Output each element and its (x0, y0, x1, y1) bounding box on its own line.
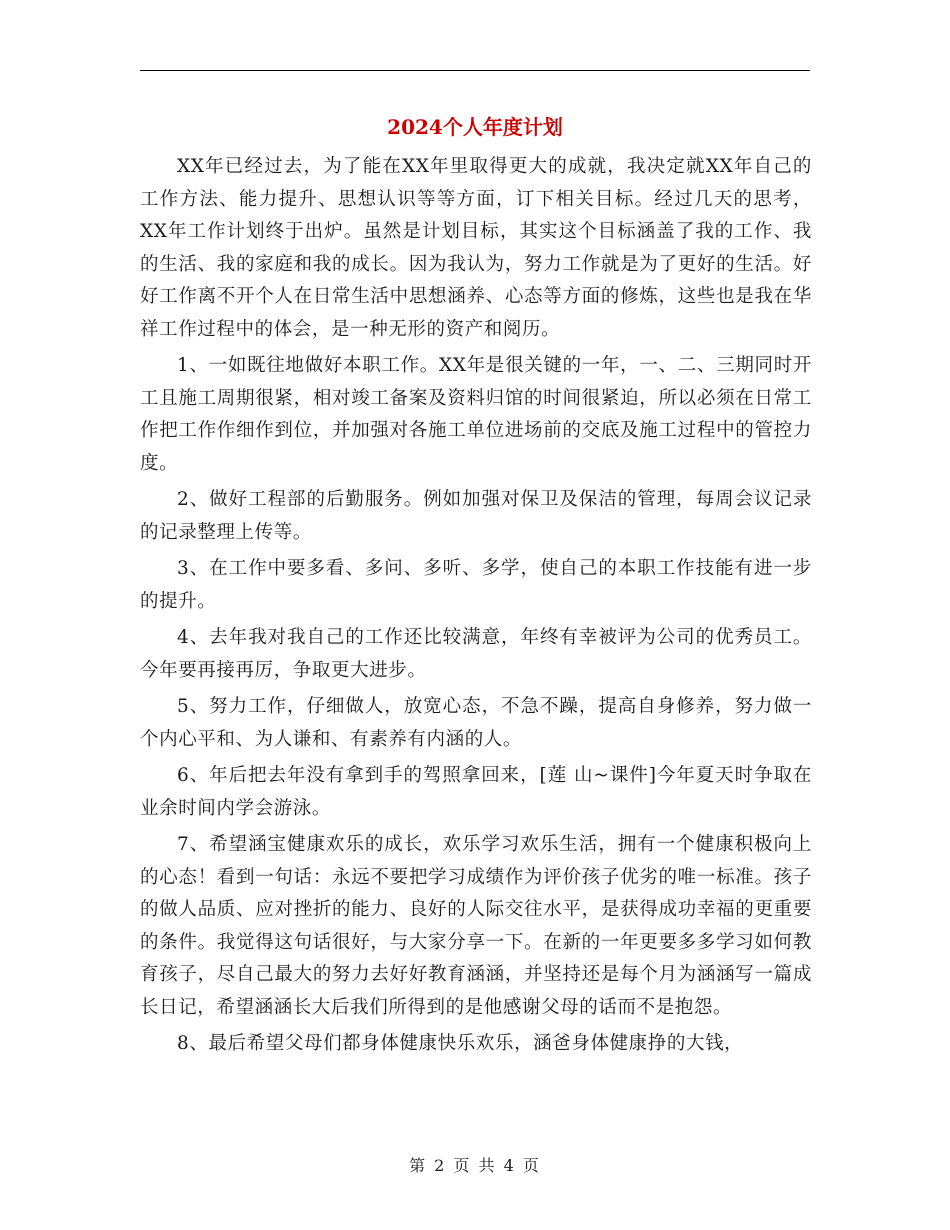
plan-item-4: 4、去年我对我自己的工作还比较满意，年终有幸被评为公司的优秀员工。今年要再接再厉，争取更大进步。 (140, 627, 812, 681)
intro-paragraph: XX年已经过去，为了能在XX年里取得更大的成就，我决定就XX年自己的工作方法、能力提升、思想认识等等方面，订下相关目标。经过几天的思考，XX年工作计划终于出炉。虽然是计划目标，其实这个目标涵盖了我的工作、我的生活、我的家庭和我的成长。因为我认为，努力工作就是为了更好的生活。好好工作离不开个人在日常生活中思想涵养、心态等方面的修炼，这些也是我在华祥工作过程中的体会，是一种无形的资产和阅历。 (140, 156, 812, 340)
plan-item-2: 2、做好工程部的后勤服务。例如加强对保卫及保洁的管理，每周会议记录的记录整理上传等。 (140, 489, 812, 543)
plan-item-3: 3、在工作中要多看、多问、多听、多学，使自己的本职工作技能有进一步的提升。 (140, 558, 812, 612)
document-title: 2024个人年度计划 (387, 115, 563, 139)
plan-item-7: 7、希望涵宝健康欢乐的成长，欢乐学习欢乐生活，拥有一个健康积极向上的心态！看到一句话：永远不要把学习成绩作为评价孩子优劣的唯一标准。孩子的做人品质、应对挫折的能力、良好的人际交往水平，是获得成功幸福的更重要的条件。我觉得这句话很好，与大家分享一下。在新的一年更要多多学习如何教育孩子，尽自己最大的努力去好好教育涵涵，并坚持还是每个月为涵涵写一篇成长日记，希望涵涵长大后我们所得到的是他感谢父母的话而不是抱怨。 (140, 834, 812, 1018)
header-rule (140, 70, 810, 71)
plan-item-6: 6、年后把去年没有拿到手的驾照拿回来，[莲 山~课件]今年夏天时争取在业余时间内学会游泳。 (140, 765, 812, 819)
plan-item-8: 8、最后希望父母们都身体健康快乐欢乐，涵爸身体健康挣的大钱， (177, 1033, 744, 1054)
plan-item-5: 5、努力工作，仔细做人，放宽心态，不急不躁，提高自身修养，努力做一个内心平和、为人谦和、有素养有内涵的人。 (140, 696, 812, 750)
plan-item-1: 1、一如既往地做好本职工作。XX年是很关键的一年，一、二、三期同时开工且施工周期很紧，相对竣工备案及资料归馆的时间很紧迫，所以必须在日常工作把工作作细作到位，并加强对各施工单位进场前的交底及施工过程中的管控力度。 (140, 355, 812, 474)
document-body (140, 151, 812, 1065)
page-footer: 第 2 页 共 4 页 (409, 1156, 541, 1175)
